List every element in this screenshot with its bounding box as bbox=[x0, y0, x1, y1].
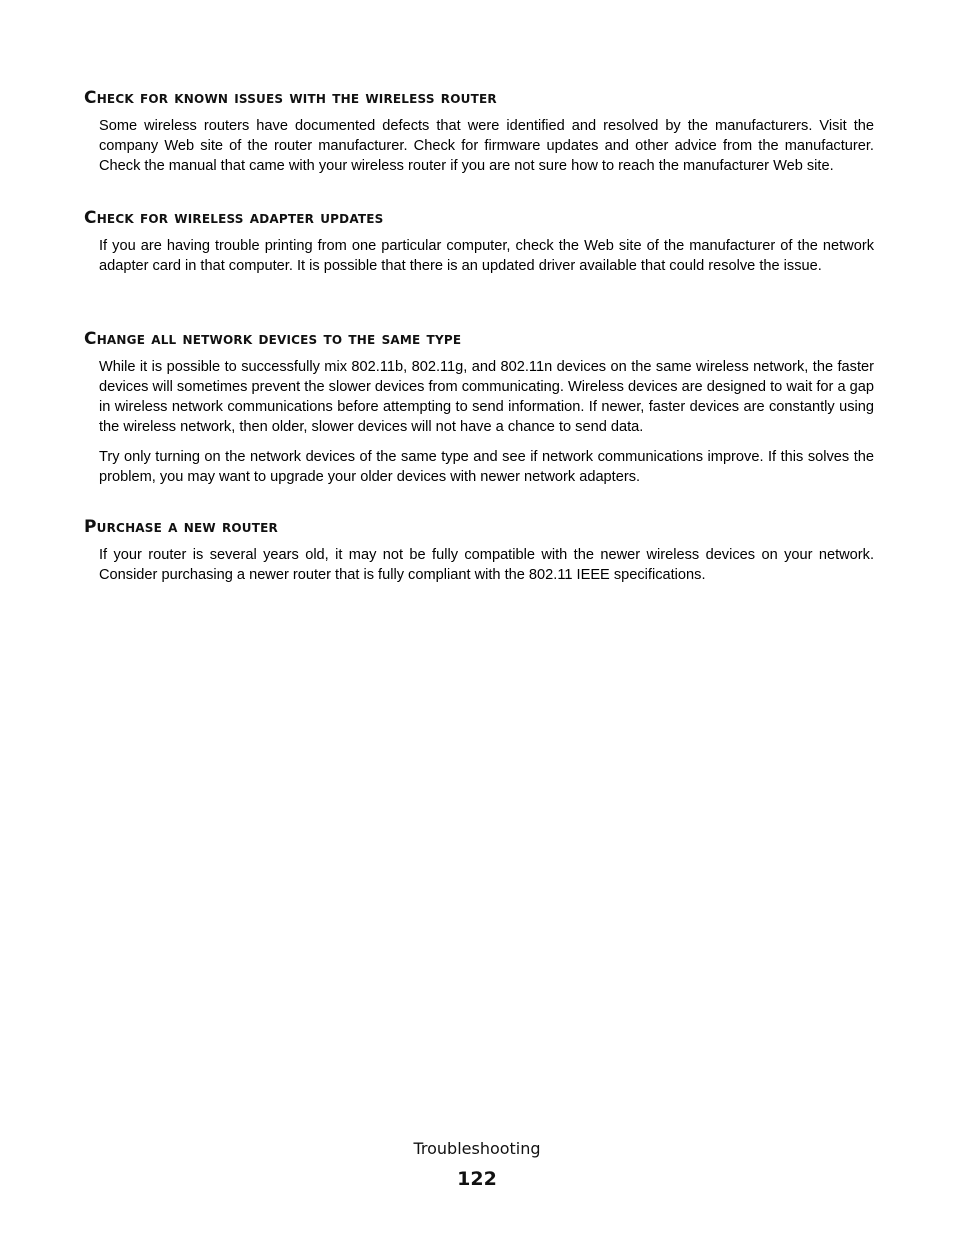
section-new-router bbox=[84, 515, 874, 595]
section-paragraph: While it is possible to successfully mix 802.11b, 802.11g, and 802.11n devices on the same wireless network, the faster devices will sometimes prevent the slower devices from communicating. Wireless devices are designed to wait for a gap in wireless network communications before attempting to send information. If newer, faster devices are constantly using the wireless network, then older, slower devices will not have a chance to send data. bbox=[99, 359, 874, 435]
section-paragraph: Some wireless routers have documented defects that were identified and resolved by the manufacturers. Visit the company Web site of the router manufacturer. Check for firmware updates and other advice from the manufacturer. Check the manual that came with your wireless router if you are not sure how to reach the manufacturer Web site. bbox=[99, 118, 874, 174]
footer-chapter-label: Troubleshooting bbox=[413, 1139, 541, 1158]
section-heading: Purchase a new router bbox=[84, 517, 278, 537]
page-content bbox=[84, 86, 874, 595]
section-heading: Check for wireless adapter updates bbox=[84, 208, 384, 228]
section-known-issues bbox=[84, 86, 874, 206]
section-paragraph: If you are having trouble printing from one particular computer, check the Web site of the manufacturer of the network adapter card in that computer. It is possible that there is an updated driver available that could resolve the issue. bbox=[99, 238, 874, 274]
section-adapter-updates bbox=[84, 206, 874, 327]
section-same-type bbox=[84, 327, 874, 515]
section-heading: Change all network devices to the same type bbox=[84, 329, 462, 349]
section-heading: Check for known issues with the wireless router bbox=[84, 88, 497, 108]
page-number: 122 bbox=[457, 1168, 497, 1190]
section-paragraph: Try only turning on the network devices of the same type and see if network communications improve. If this solves the problem, you may want to upgrade your older devices with newer network adapters. bbox=[99, 449, 874, 485]
section-paragraph: If your router is several years old, it may not be fully compatible with the newer wireless devices on your network. Consider purchasing a newer router that is fully compliant with the 802.11 IEEE specifications. bbox=[99, 547, 874, 583]
